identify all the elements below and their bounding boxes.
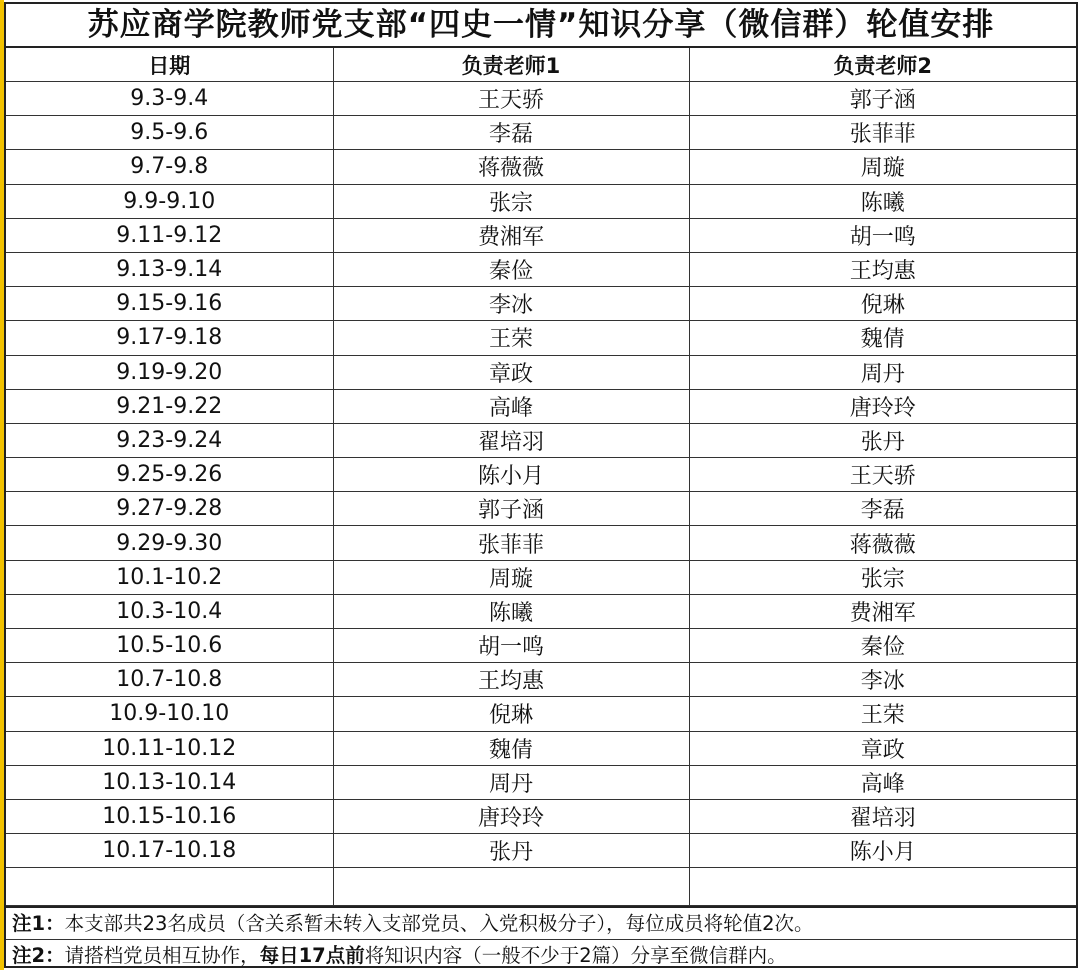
teacher2-cell: 李磊 — [689, 492, 1076, 526]
date-cell: 9.15-9.16 — [6, 287, 333, 321]
header-teacher1: 负责老师1 — [333, 48, 689, 82]
table-row — [6, 389, 1076, 423]
date-cell: 9.19-9.20 — [6, 355, 333, 389]
teacher2-cell: 魏倩 — [689, 321, 1076, 355]
teacher1-cell: 费湘军 — [333, 218, 689, 252]
header-row — [6, 48, 1076, 82]
teacher2-cell — [689, 868, 1076, 906]
teacher1-cell: 高峰 — [333, 389, 689, 423]
teacher2-cell: 胡一鸣 — [689, 218, 1076, 252]
date-cell: 9.29-9.30 — [6, 526, 333, 560]
date-cell — [6, 868, 333, 906]
teacher1-cell: 魏倩 — [333, 731, 689, 765]
teacher1-cell: 周丹 — [333, 765, 689, 799]
table-row — [6, 355, 1076, 389]
table-row — [6, 218, 1076, 252]
notes-section — [6, 906, 1076, 971]
date-cell: 9.9-9.10 — [6, 184, 333, 218]
teacher1-cell: 李磊 — [333, 116, 689, 150]
teacher2-cell: 张菲菲 — [689, 116, 1076, 150]
teacher2-cell: 陈小月 — [689, 834, 1076, 868]
table-row — [6, 663, 1076, 697]
teacher2-cell: 王均惠 — [689, 252, 1076, 286]
teacher1-cell: 李冰 — [333, 287, 689, 321]
teacher1-cell: 胡一鸣 — [333, 629, 689, 663]
note-2-text-after: 将知识内容（一般不少于2篇）分享至微信群内。 — [364, 944, 787, 968]
teacher1-cell: 张丹 — [333, 834, 689, 868]
teacher1-cell — [333, 868, 689, 906]
table-row — [6, 252, 1076, 286]
schedule-sheet — [4, 2, 1078, 968]
table-row — [6, 560, 1076, 594]
date-cell: 9.21-9.22 — [6, 389, 333, 423]
teacher2-cell: 李冰 — [689, 663, 1076, 697]
table-row — [6, 526, 1076, 560]
teacher2-cell: 张丹 — [689, 423, 1076, 457]
table-row — [6, 423, 1076, 457]
table-row — [6, 765, 1076, 799]
teacher1-cell: 陈曦 — [333, 594, 689, 628]
table-row — [6, 731, 1076, 765]
table-row — [6, 116, 1076, 150]
teacher2-cell: 周璇 — [689, 150, 1076, 184]
table-row — [6, 834, 1076, 868]
table-row — [6, 82, 1076, 116]
date-cell: 10.7-10.8 — [6, 663, 333, 697]
table-row — [6, 492, 1076, 526]
date-cell: 9.13-9.14 — [6, 252, 333, 286]
schedule-table — [6, 48, 1076, 906]
teacher1-cell: 郭子涵 — [333, 492, 689, 526]
date-cell: 10.17-10.18 — [6, 834, 333, 868]
teacher1-cell: 周璇 — [333, 560, 689, 594]
teacher1-cell: 章政 — [333, 355, 689, 389]
teacher2-cell: 蒋薇薇 — [689, 526, 1076, 560]
date-cell: 10.3-10.4 — [6, 594, 333, 628]
table-row — [6, 799, 1076, 833]
table-row — [6, 184, 1076, 218]
table-row — [6, 150, 1076, 184]
table-row — [6, 287, 1076, 321]
date-cell: 10.11-10.12 — [6, 731, 333, 765]
date-cell: 10.1-10.2 — [6, 560, 333, 594]
teacher1-cell: 王天骄 — [333, 82, 689, 116]
teacher1-cell: 翟培羽 — [333, 423, 689, 457]
teacher2-cell: 翟培羽 — [689, 799, 1076, 833]
teacher2-cell: 唐玲玲 — [689, 389, 1076, 423]
teacher1-cell: 唐玲玲 — [333, 799, 689, 833]
date-cell: 10.13-10.14 — [6, 765, 333, 799]
table-row — [6, 697, 1076, 731]
teacher2-cell: 章政 — [689, 731, 1076, 765]
teacher2-cell: 高峰 — [689, 765, 1076, 799]
table-row — [6, 629, 1076, 663]
date-cell: 10.5-10.6 — [6, 629, 333, 663]
header-date: 日期 — [6, 48, 333, 82]
teacher1-cell: 张菲菲 — [333, 526, 689, 560]
header-teacher2: 负责老师2 — [689, 48, 1076, 82]
teacher1-cell: 蒋薇薇 — [333, 150, 689, 184]
date-cell: 9.3-9.4 — [6, 82, 333, 116]
note-2-tag: 注2： — [12, 944, 65, 968]
teacher2-cell: 倪琳 — [689, 287, 1076, 321]
teacher2-cell: 周丹 — [689, 355, 1076, 389]
date-cell: 10.9-10.10 — [6, 697, 333, 731]
note-2 — [6, 939, 1076, 971]
note-2-text-before: 请搭档党员相互协作， — [64, 944, 260, 968]
schedule-body — [6, 82, 1076, 906]
teacher1-cell: 陈小月 — [333, 458, 689, 492]
date-cell: 9.5-9.6 — [6, 116, 333, 150]
table-row — [6, 458, 1076, 492]
date-cell: 10.15-10.16 — [6, 799, 333, 833]
page-title: 苏应商学院教师党支部“四史一情”知识分享（微信群）轮值安排 — [6, 4, 1076, 48]
teacher2-cell: 王天骄 — [689, 458, 1076, 492]
note-1 — [6, 908, 1076, 939]
teacher2-cell: 张宗 — [689, 560, 1076, 594]
teacher1-cell: 秦俭 — [333, 252, 689, 286]
teacher2-cell: 秦俭 — [689, 629, 1076, 663]
date-cell: 9.25-9.26 — [6, 458, 333, 492]
date-cell: 9.17-9.18 — [6, 321, 333, 355]
teacher2-cell: 王荣 — [689, 697, 1076, 731]
date-cell: 9.11-9.12 — [6, 218, 333, 252]
teacher1-cell: 张宗 — [333, 184, 689, 218]
note-2-emphasis: 每日17点前 — [259, 944, 365, 968]
date-cell: 9.23-9.24 — [6, 423, 333, 457]
table-row — [6, 868, 1076, 906]
teacher2-cell: 陈曦 — [689, 184, 1076, 218]
date-cell: 9.27-9.28 — [6, 492, 333, 526]
teacher1-cell: 王荣 — [333, 321, 689, 355]
note-1-tag: 注1： — [12, 912, 65, 936]
note-1-text: 本支部共23名成员（含关系暂未转入支部党员、入党积极分子），每位成员将轮值2次。 — [64, 912, 814, 936]
teacher1-cell: 王均惠 — [333, 663, 689, 697]
table-row — [6, 594, 1076, 628]
teacher2-cell: 郭子涵 — [689, 82, 1076, 116]
table-row — [6, 321, 1076, 355]
teacher2-cell: 费湘军 — [689, 594, 1076, 628]
teacher1-cell: 倪琳 — [333, 697, 689, 731]
date-cell: 9.7-9.8 — [6, 150, 333, 184]
